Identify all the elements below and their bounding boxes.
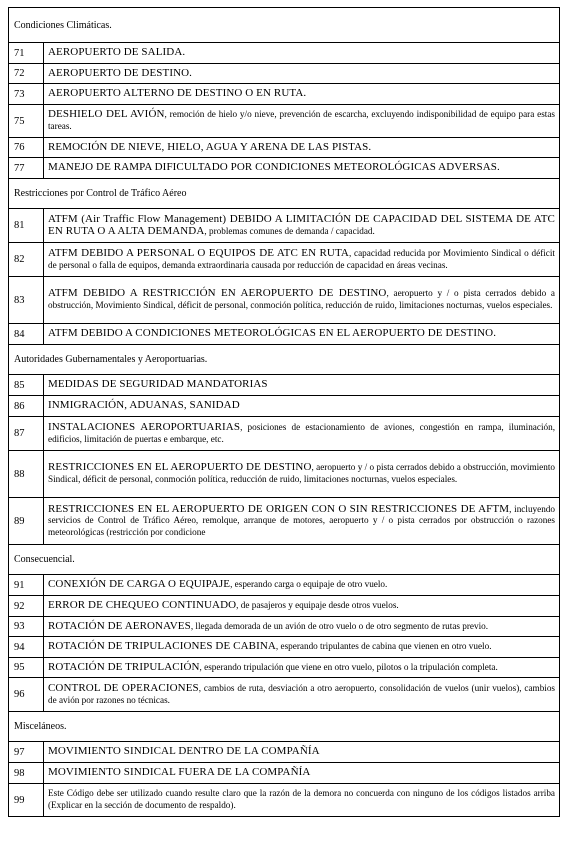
delay-code: 91 [9, 575, 44, 596]
description-heading: ERROR DE CHEQUEO CONTINUADO [48, 599, 237, 612]
table-row [9, 158, 560, 179]
table-row [9, 637, 560, 658]
delay-description [44, 784, 560, 817]
delay-code: 92 [9, 596, 44, 617]
description-heading: REMOCIÓN DE NIEVE, HIELO, AGUA Y ARENA DE LAS PISTAS. [48, 140, 372, 153]
delay-description [44, 277, 560, 324]
delay-code: 81 [9, 209, 44, 243]
description-detail: , remoción de hielo y/o nieve, prevención de escarcha, excluyendo indisponibilidad de equipo para estas tareas. [48, 109, 556, 131]
delay-code: 76 [9, 138, 44, 158]
delay-description [44, 678, 560, 712]
delay-description [44, 243, 560, 277]
section-header-row [9, 545, 560, 575]
description-heading: DESHIELO DEL AVIÓN [48, 108, 165, 121]
delay-code: 96 [9, 678, 44, 712]
delay-description [44, 637, 560, 658]
description-heading: CONTROL DE OPERACIONES [48, 681, 199, 694]
description-detail: , problemas comunes de demanda / capacidad. [204, 225, 375, 236]
table-row [9, 105, 560, 138]
table-row [9, 243, 560, 277]
delay-code: 87 [9, 417, 44, 451]
description-detail: , aeropuerto y / o pista cerrados debido a obstrucción, movimiento Sindical, déficit de personal, conmoción política, reducción de ruido, limitaciones nocturnas, vuelos especiales. [48, 462, 555, 484]
delay-description [44, 396, 560, 417]
description-heading: ATFM DEBIDO A PERSONAL O EQUIPOS DE ATC EN RUTA [48, 246, 349, 259]
delay-description [44, 105, 560, 138]
delay-codes-body [9, 8, 560, 817]
description-heading: AEROPUERTO DE DESTINO. [48, 66, 193, 79]
delay-description [44, 417, 560, 451]
description-heading: MOVIMIENTO SINDICAL DENTRO DE LA COMPAÑÍA [48, 745, 320, 758]
delay-codes-table [8, 7, 560, 817]
table-row [9, 209, 560, 243]
table-row [9, 396, 560, 417]
delay-description [44, 575, 560, 596]
description-heading: RESTRICCIONES EN EL AEROPUERTO DE ORIGEN CON O SIN RESTRICCIONES DE AFTM [48, 502, 510, 515]
delay-description [44, 763, 560, 784]
description-heading: INMIGRACIÓN, ADUANAS, SANIDAD [48, 399, 240, 412]
delay-description [44, 617, 560, 637]
delay-code: 83 [9, 277, 44, 324]
delay-description [44, 324, 560, 345]
description-detail: , de pasajeros y equipaje desde otros vuelos. [236, 600, 399, 611]
description-detail: , aeropuerto y / o pista cerrados debido a obstrucción, Movimiento Sindical, déficit de personal, conmoción política, reducción de ruido, limitaciones nocturnas, vuelos especiales. [48, 288, 555, 310]
delay-code: 77 [9, 158, 44, 179]
table-row [9, 575, 560, 596]
description-heading: RESTRICCIONES EN EL AEROPUERTO DE DESTINO [48, 461, 312, 474]
table-row [9, 678, 560, 712]
delay-description [44, 138, 560, 158]
table-row [9, 617, 560, 637]
description-heading: ATFM DEBIDO A RESTRICCIÓN EN AEROPUERTO DE DESTINO [48, 287, 387, 300]
delay-code: 89 [9, 498, 44, 545]
description-detail: , capacidad reducida por Movimiento Sindical o déficit de personal o falla de equipos, demanda extraordinaria causada por reducción de capacidad en áreas vecinas. [48, 247, 555, 270]
delay-code: 99 [9, 784, 44, 817]
table-row [9, 64, 560, 84]
delay-code: 94 [9, 637, 44, 658]
delay-code: 98 [9, 763, 44, 784]
section-header-row [9, 179, 560, 209]
delay-description [44, 658, 560, 678]
description-detail: , esperando tripulantes de cabina que vienen en otro vuelo. [275, 641, 492, 652]
section-header-row [9, 345, 560, 375]
description-detail: , esperando carga o equipaje de otro vuelo. [230, 579, 388, 590]
table-row [9, 417, 560, 451]
table-row [9, 451, 560, 498]
delay-code: 95 [9, 658, 44, 678]
description-heading: MEDIDAS DE SEGURIDAD MANDATORIAS [48, 378, 268, 391]
description-heading: INSTALACIONES AEROPORTUARIAS [48, 420, 241, 433]
description-heading: ROTACIÓN DE AERONAVES [48, 619, 191, 632]
section-title: Restricciones por Control de Tráfico Aéreo [9, 179, 560, 209]
delay-code: 73 [9, 84, 44, 105]
table-row [9, 596, 560, 617]
section-title: Misceláneos. [9, 712, 560, 742]
description-heading: ROTACIÓN DE TRIPULACIÓN [48, 660, 200, 673]
section-header-row [9, 712, 560, 742]
table-row [9, 763, 560, 784]
delay-description [44, 64, 560, 84]
description-detail: , esperando tripulación que viene en otro vuelo, pilotos o la tripulación completa. [199, 661, 498, 672]
delay-code: 93 [9, 617, 44, 637]
delay-description [44, 451, 560, 498]
delay-code: 82 [9, 243, 44, 277]
delay-code: 85 [9, 375, 44, 396]
table-row [9, 277, 560, 324]
delay-code: 84 [9, 324, 44, 345]
section-title: Autoridades Gubernamentales y Aeroportuarias. [9, 345, 560, 375]
description-heading: AEROPUERTO DE SALIDA. [48, 46, 186, 59]
table-row [9, 658, 560, 678]
description-detail: , incluyendo servicios de Control de Tráfico Aéreo, remolque, arranque de motores, aeropuerto y / o pista cerrados por obstrucción o razones meteorológicas (restricción por condicione [48, 503, 555, 537]
description-heading: ATFM (Air Traffic Flow Management) DEBIDO A LIMITACIÓN DE CAPACIDAD DEL SISTEMA DE ATC EN RUTA O A ALTA DEMANDA [48, 212, 555, 237]
delay-code: 72 [9, 64, 44, 84]
description-heading: CONEXIÓN DE CARGA O EQUIPAJE [48, 578, 231, 591]
description-detail: , cambios de ruta, desviación a otro aeropuerto, consolidación de vuelos (unir vuelos), cambios de avión por razones no técnicas. [48, 682, 556, 705]
table-row [9, 742, 560, 763]
delay-description [44, 43, 560, 64]
table-row [9, 43, 560, 64]
table-row [9, 784, 560, 817]
description-heading: ATFM DEBIDO A CONDICIONES METEOROLÓGICAS EN EL AEROPUERTO DE DESTINO. [48, 327, 497, 340]
delay-code: 86 [9, 396, 44, 417]
description-heading: MANEJO DE RAMPA DIFICULTADO POR CONDICIONES METEOROLÓGICAS ADVERSAS. [48, 161, 500, 174]
section-title: Condiciones Climáticas. [9, 8, 560, 43]
description-detail: , posiciones de estacionamiento de aviones, congestión en rampa, iluminación, edificios, limitación de puertas e embarque, etc. [48, 421, 555, 444]
delay-description [44, 596, 560, 617]
delay-code: 75 [9, 105, 44, 138]
delay-description [44, 209, 560, 243]
description-heading: MOVIMIENTO SINDICAL FUERA DE LA COMPAÑÍA [48, 766, 311, 779]
delay-description [44, 498, 560, 545]
description-heading: AEROPUERTO ALTERNO DE DESTINO O EN RUTA. [48, 87, 307, 100]
description-heading: ROTACIÓN DE TRIPULACIONES DE CABINA [48, 640, 276, 653]
description-detail: Este Código debe ser utilizado cuando resulte claro que la razón de la demora no concuerda con ninguno de los códigos listados arriba (Explicar en la sección de documento de respaldo). [48, 788, 555, 810]
section-title: Consecuencial. [9, 545, 560, 575]
section-header-row [9, 8, 560, 43]
delay-description [44, 742, 560, 763]
table-row [9, 324, 560, 345]
table-row [9, 375, 560, 396]
table-row [9, 84, 560, 105]
description-detail: , llegada demorada de un avión de otro vuelo o de otro segmento de rutas previo. [190, 620, 489, 631]
table-row [9, 498, 560, 545]
delay-code: 88 [9, 451, 44, 498]
delay-code: 97 [9, 742, 44, 763]
delay-code: 71 [9, 43, 44, 64]
delay-description [44, 375, 560, 396]
table-row [9, 138, 560, 158]
delay-description [44, 158, 560, 179]
delay-description [44, 84, 560, 105]
